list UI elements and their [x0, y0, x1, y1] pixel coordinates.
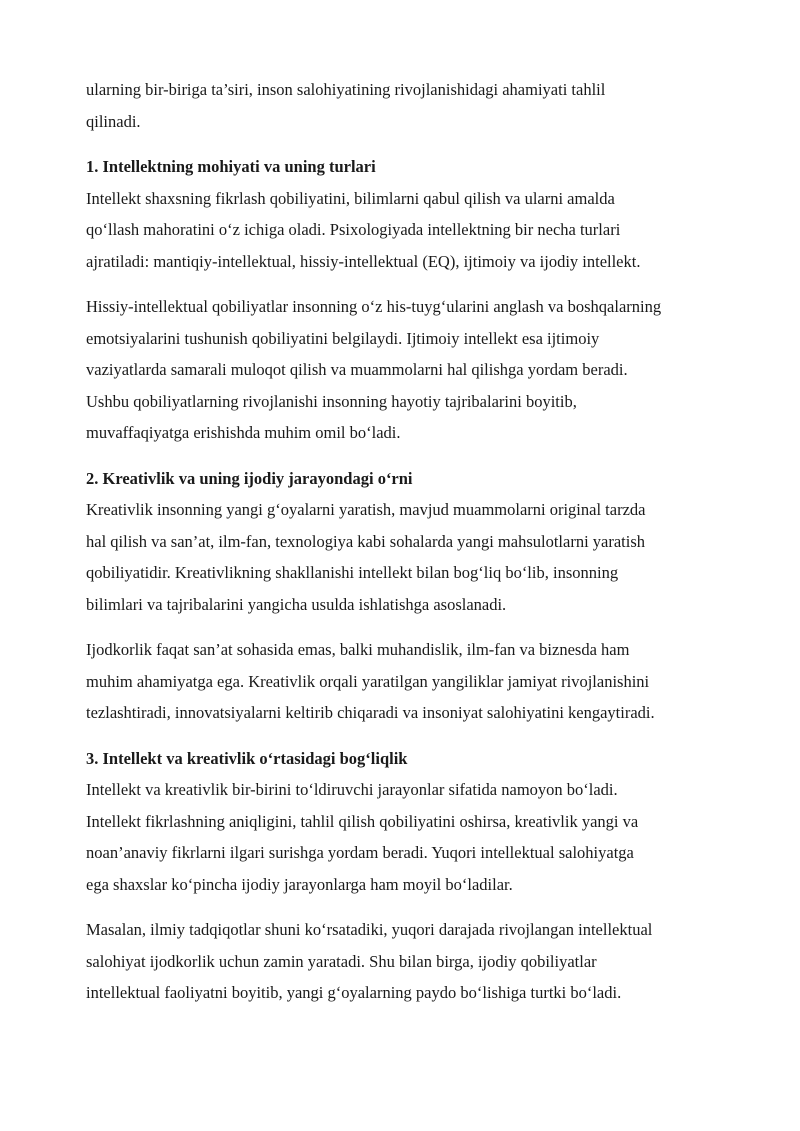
section-paragraph: Kreativlik insonning yangi g‘oyalarni yaratish, mavjud muammolarni original tarzda hal qilish va san’at, ilm-fan, texnologiya kabi sohalarda yangi mahsulotlarni yaratish qobiliyatidir. Kreativlikning shakllanishi intellekt bilan bog‘liq bo‘lib, insonning bilimlari va tajribalarini yangicha usulda ishlatishga asoslanadi.	[86, 500, 646, 614]
section-intellect-types	[86, 151, 746, 277]
body-paragraph: Ijodkorlik faqat san’at sohasida emas, balki muhandislik, ilm-fan va biznesda ham muhim ahamiyatga ega. Kreativlik orqali yaratilgan yangiliklar jamiyat rivojlanishini tezlashtiradi, innovatsiyalarni keltirib chiqaradi va insoniyat salohiyatini kengaytiradi.	[86, 640, 655, 722]
section-creativity	[86, 463, 746, 621]
section-paragraph: Intellekt va kreativlik bir-birini to‘ldiruvchi jarayonlar sifatida namoyon bo‘ladi. Intellekt fikrlashning aniqligini, tahlil qilish qobiliyatini oshirsa, kreativlik yangi va noan’anaviy fikrlarni ilgari surishga yordam beradi. Yuqori intellektual salohiyatga ega shaxslar ko‘pincha ijodiy jarayonlarga ham moyil bo‘ladilar.	[86, 780, 639, 894]
intro-paragraph: ularning bir-biriga ta’siri, inson salohiyatining rivojlanishidagi ahamiyati tahlil qilinadi.	[86, 80, 606, 131]
body-paragraph: Hissiy-intellektual qobiliyatlar insonning o‘z his-tuyg‘ularini anglash va boshqalarning emotsiyalarini tushunish qobiliyatini belgilaydi. Ijtimoiy intellekt esa ijtimoiy vaziyatlarda samarali muloqot qilish va muammolarni hal qilishga yordam beradi. Ushbu qobiliyatlarning rivojlanishi insonning hayotiy tajribalarini boyitib, muvaffaqiyatga erishishda muhim omil bo‘ladi.	[86, 297, 662, 442]
section-heading: 1. Intellektning mohiyati va uning turlari	[86, 157, 376, 176]
document-body	[86, 74, 746, 1023]
section-paragraph: Intellekt shaxsning fikrlash qobiliyatini, bilimlarni qabul qilish va ularni amalda qo‘llash mahoratini o‘z ichiga oladi. Psixologiyada intellektning bir necha turlari ajratiladi: mantiqiy-intellektual, hissiy-intellektual (EQ), ijtimoiy va ijodiy intellekt.	[86, 188, 641, 271]
section-relationship	[86, 743, 746, 901]
section-heading: 2. Kreativlik va uning ijodiy jarayondagi o‘rni	[86, 468, 413, 488]
body-paragraph: Masalan, ilmiy tadqiqotlar shuni ko‘rsatadiki, yuqori darajada rivojlangan intellektual salohiyat ijodkorlik uchun zamin yaratadi. Shu bilan birga, ijodiy qobiliyatlar intellektual faoliyatni boyitib, yangi g‘oyalarning paydo bo‘lishiga turtki bo‘ladi.	[86, 920, 653, 1002]
section-heading: 3. Intellekt va kreativlik o‘rtasidagi bog‘liqlik	[86, 748, 408, 768]
